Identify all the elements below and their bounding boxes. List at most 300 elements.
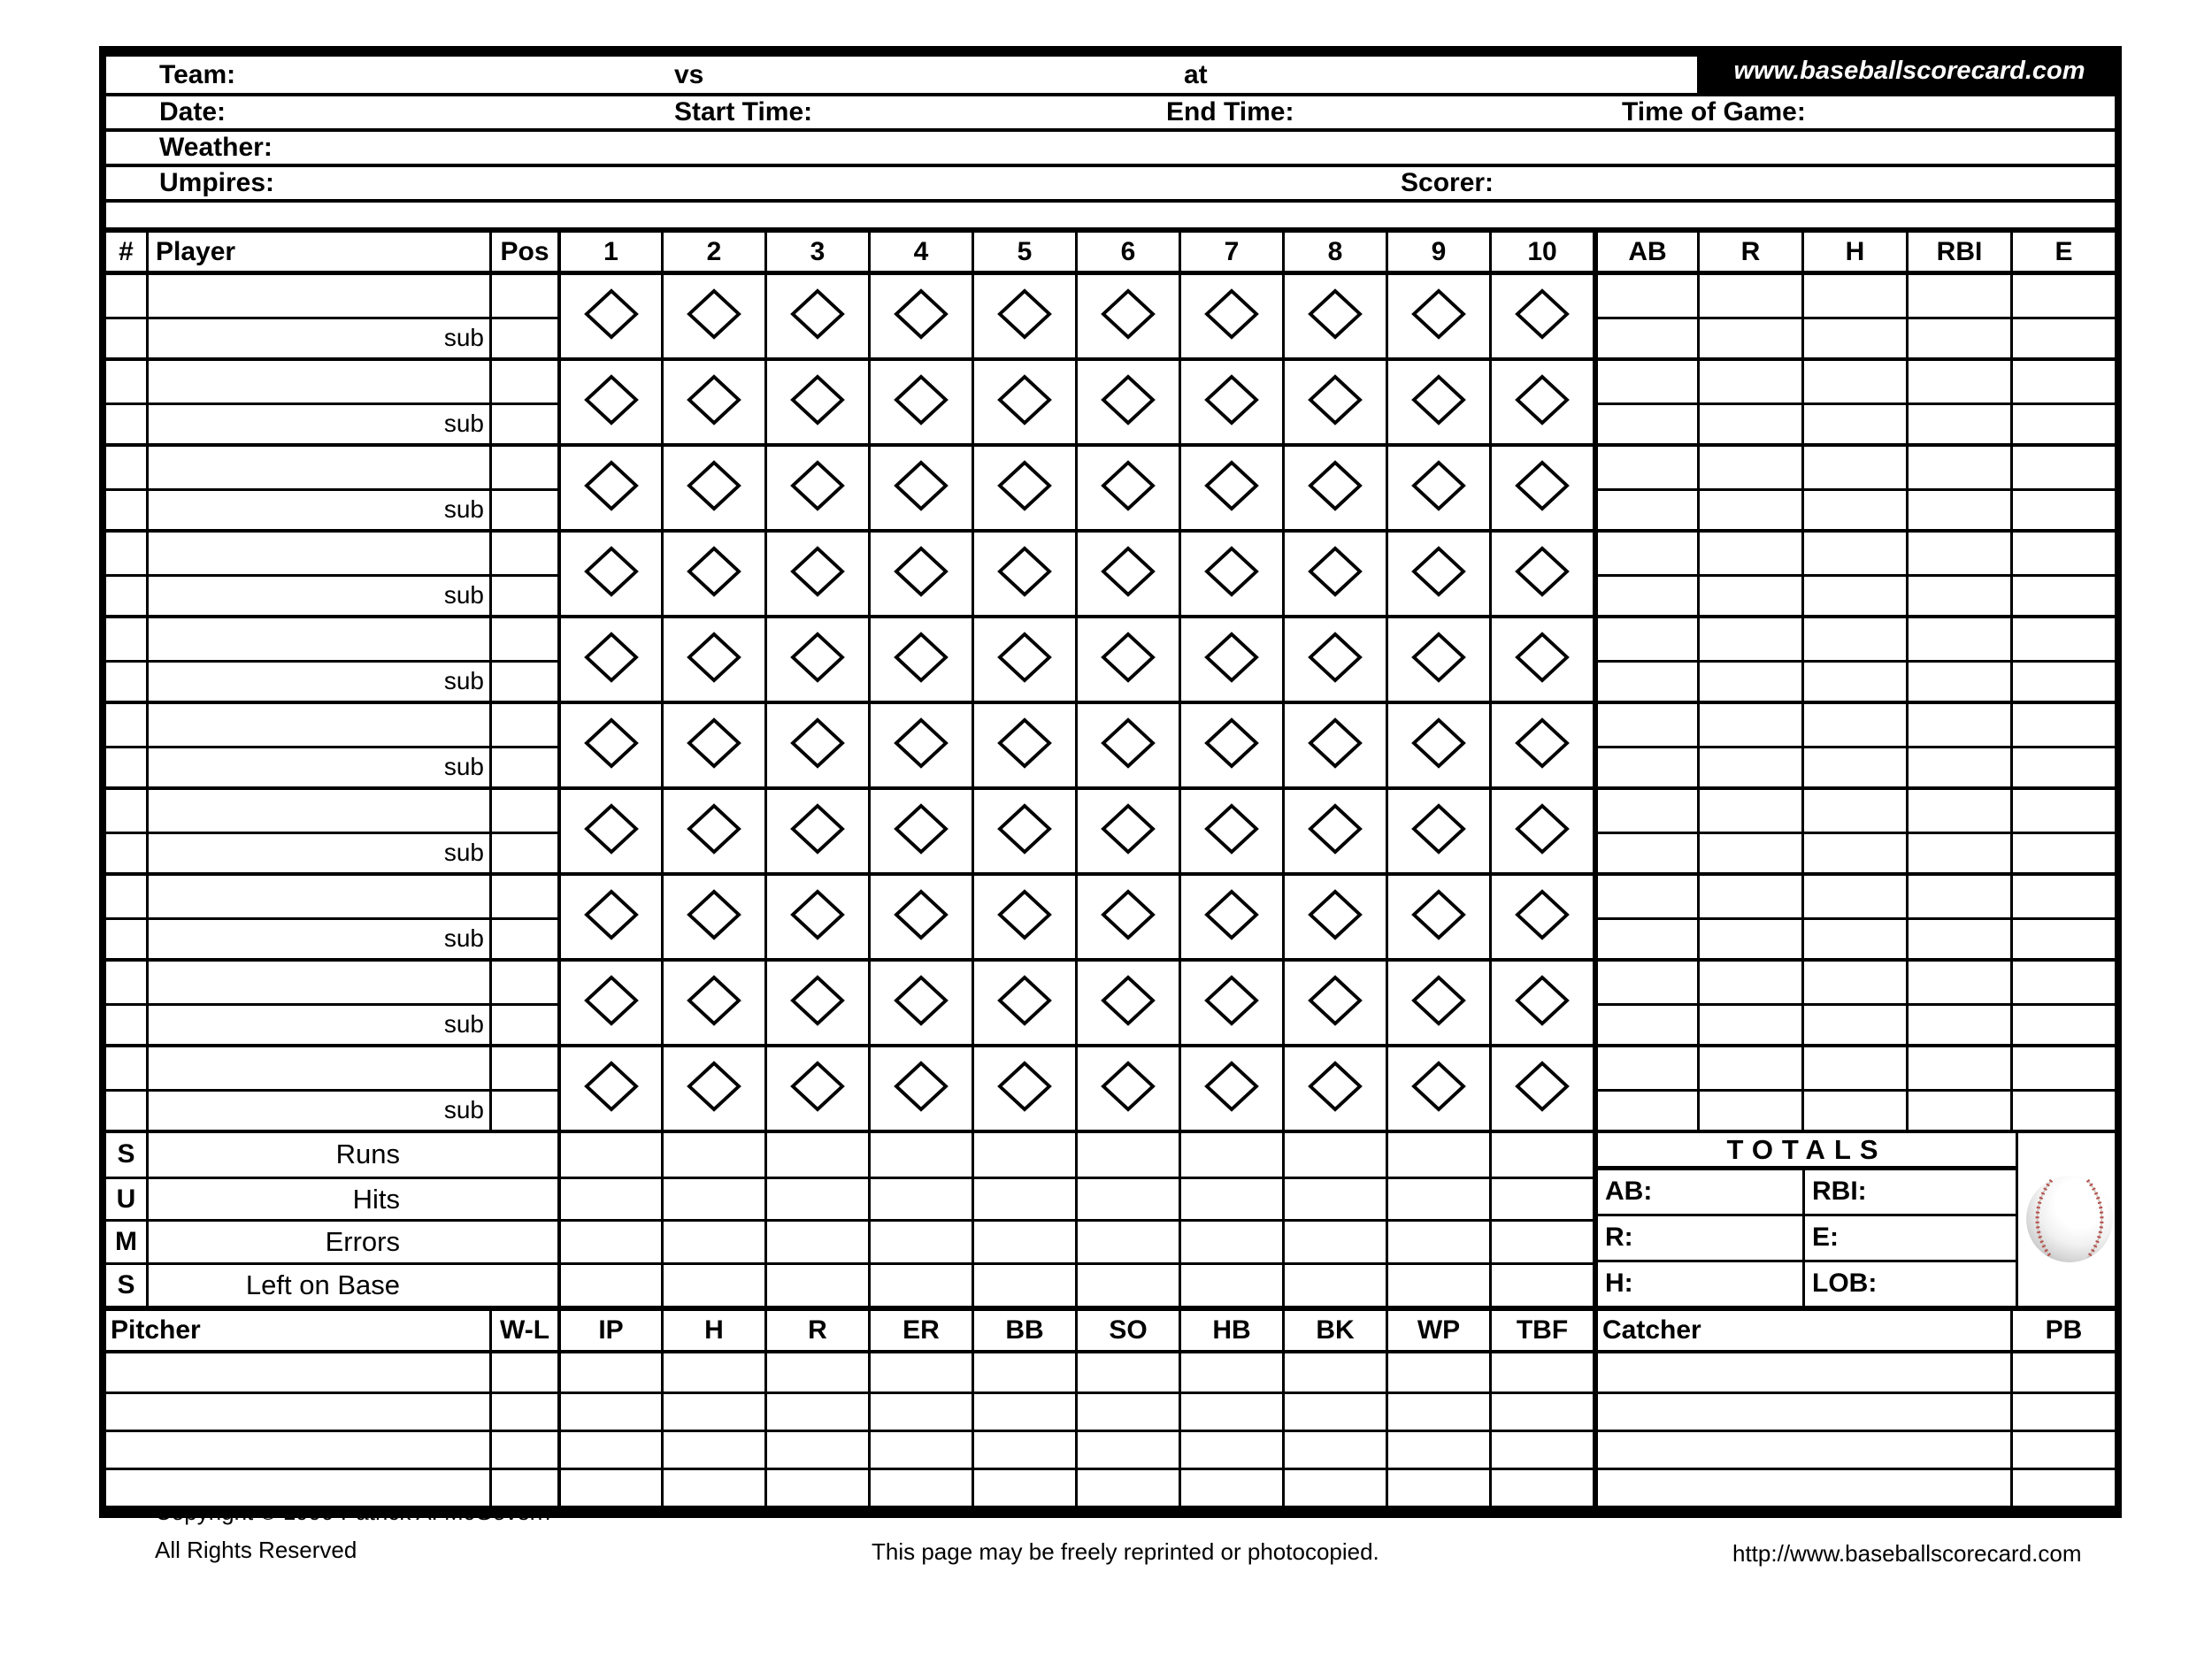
pitcher-bb-cell[interactable] [972, 1353, 1075, 1392]
sum-inning-cell[interactable] [1386, 1265, 1489, 1306]
inning-scoring-cell[interactable] [1489, 1047, 1593, 1130]
pitcher-bk-cell[interactable] [1282, 1432, 1386, 1468]
inning-scoring-cell[interactable] [1282, 361, 1386, 443]
batter-pos-cell[interactable] [489, 1047, 557, 1089]
pitcher-tbf-cell[interactable] [1489, 1432, 1593, 1468]
sub-e-cell[interactable] [2010, 1003, 2115, 1045]
pitcher-tbf-cell[interactable] [1489, 1394, 1593, 1430]
pitcher-wp-cell[interactable] [1386, 1394, 1489, 1430]
inning-scoring-cell[interactable] [1386, 361, 1489, 443]
sub-number-cell[interactable] [106, 574, 146, 616]
sub-r-cell[interactable] [1697, 832, 1801, 873]
batter-number-cell[interactable] [106, 533, 146, 574]
batter-pos-cell[interactable] [489, 361, 557, 402]
inning-scoring-cell[interactable] [868, 876, 972, 958]
sum-inning-cell[interactable] [972, 1133, 1075, 1177]
sub-ab-cell[interactable] [1593, 832, 1697, 873]
sum-inning-cell[interactable] [557, 1179, 661, 1220]
catcher-name-cell[interactable] [1593, 1353, 2010, 1392]
pitcher-bk-cell[interactable] [1282, 1470, 1386, 1506]
inning-scoring-cell[interactable] [557, 962, 661, 1044]
sum-inning-cell[interactable] [1282, 1133, 1386, 1177]
batter-ab-cell[interactable] [1593, 790, 1697, 832]
sub-name-cell[interactable] [146, 488, 489, 530]
batter-name-cell[interactable] [146, 275, 489, 317]
batter-ab-cell[interactable] [1593, 275, 1697, 317]
sum-inning-cell[interactable] [868, 1265, 972, 1306]
batter-rbi-cell[interactable] [1906, 1047, 2010, 1089]
inning-scoring-cell[interactable] [1386, 1047, 1489, 1130]
sub-ab-cell[interactable] [1593, 574, 1697, 616]
pitcher-ip-cell[interactable] [557, 1394, 661, 1430]
inning-scoring-cell[interactable] [1386, 533, 1489, 615]
pitcher-name-cell[interactable] [106, 1470, 489, 1506]
catcher-name-cell[interactable] [1593, 1394, 2010, 1430]
batter-r-cell[interactable] [1697, 618, 1801, 660]
sub-name-cell[interactable] [146, 746, 489, 787]
inning-scoring-cell[interactable] [764, 533, 868, 615]
sum-inning-cell[interactable] [764, 1222, 868, 1262]
sum-inning-cell[interactable] [868, 1179, 972, 1220]
inning-scoring-cell[interactable] [1179, 1047, 1282, 1130]
sub-rbi-cell[interactable] [1906, 660, 2010, 702]
batter-r-cell[interactable] [1697, 533, 1801, 574]
inning-scoring-cell[interactable] [972, 1047, 1075, 1130]
inning-scoring-cell[interactable] [972, 533, 1075, 615]
inning-scoring-cell[interactable] [1179, 275, 1282, 357]
sub-rbi-cell[interactable] [1906, 317, 2010, 358]
batter-name-cell[interactable] [146, 704, 489, 746]
sum-inning-cell[interactable] [557, 1222, 661, 1262]
sub-h-cell[interactable] [1801, 488, 1906, 530]
sub-h-cell[interactable] [1801, 1089, 1906, 1131]
sum-inning-cell[interactable] [764, 1133, 868, 1177]
batter-e-cell[interactable] [2010, 361, 2115, 402]
inning-scoring-cell[interactable] [1489, 790, 1593, 872]
inning-scoring-cell[interactable] [1282, 1047, 1386, 1130]
sub-pos-cell[interactable] [489, 1089, 557, 1131]
batter-r-cell[interactable] [1697, 361, 1801, 402]
inning-scoring-cell[interactable] [972, 275, 1075, 357]
batter-rbi-cell[interactable] [1906, 704, 2010, 746]
inning-scoring-cell[interactable] [557, 618, 661, 701]
sub-r-cell[interactable] [1697, 488, 1801, 530]
pitcher-r-cell[interactable] [764, 1470, 868, 1506]
inning-scoring-cell[interactable] [972, 618, 1075, 701]
pitcher-bk-cell[interactable] [1282, 1353, 1386, 1392]
sub-pos-cell[interactable] [489, 660, 557, 702]
catcher-pb-cell[interactable] [2010, 1394, 2115, 1430]
sum-inning-cell[interactable] [557, 1133, 661, 1177]
sub-ab-cell[interactable] [1593, 488, 1697, 530]
sum-inning-cell[interactable] [1075, 1133, 1179, 1177]
batter-h-cell[interactable] [1801, 962, 1906, 1003]
sub-name-cell[interactable] [146, 832, 489, 873]
batter-r-cell[interactable] [1697, 704, 1801, 746]
sub-pos-cell[interactable] [489, 317, 557, 358]
sub-h-cell[interactable] [1801, 402, 1906, 444]
batter-h-cell[interactable] [1801, 275, 1906, 317]
sum-inning-cell[interactable] [557, 1265, 661, 1306]
batter-r-cell[interactable] [1697, 876, 1801, 917]
pitcher-so-cell[interactable] [1075, 1394, 1179, 1430]
sub-r-cell[interactable] [1697, 1003, 1801, 1045]
batter-name-cell[interactable] [146, 533, 489, 574]
sub-r-cell[interactable] [1697, 1089, 1801, 1131]
batter-pos-cell[interactable] [489, 275, 557, 317]
sum-inning-cell[interactable] [1179, 1179, 1282, 1220]
sum-inning-cell[interactable] [661, 1179, 764, 1220]
inning-scoring-cell[interactable] [1282, 275, 1386, 357]
inning-scoring-cell[interactable] [1282, 704, 1386, 786]
sum-inning-cell[interactable] [972, 1222, 1075, 1262]
sub-e-cell[interactable] [2010, 746, 2115, 787]
batter-number-cell[interactable] [106, 704, 146, 746]
inning-scoring-cell[interactable] [1179, 533, 1282, 615]
batter-h-cell[interactable] [1801, 447, 1906, 488]
batter-name-cell[interactable] [146, 876, 489, 917]
sub-e-cell[interactable] [2010, 317, 2115, 358]
sub-e-cell[interactable] [2010, 402, 2115, 444]
sum-inning-cell[interactable] [1282, 1265, 1386, 1306]
pitcher-tbf-cell[interactable] [1489, 1353, 1593, 1392]
batter-number-cell[interactable] [106, 876, 146, 917]
batter-ab-cell[interactable] [1593, 876, 1697, 917]
inning-scoring-cell[interactable] [1075, 361, 1179, 443]
inning-scoring-cell[interactable] [764, 704, 868, 786]
inning-scoring-cell[interactable] [1386, 962, 1489, 1044]
pitcher-hb-cell[interactable] [1179, 1394, 1282, 1430]
sub-h-cell[interactable] [1801, 917, 1906, 959]
inning-scoring-cell[interactable] [557, 876, 661, 958]
sub-name-cell[interactable] [146, 574, 489, 616]
inning-scoring-cell[interactable] [868, 704, 972, 786]
batter-number-cell[interactable] [106, 790, 146, 832]
sub-number-cell[interactable] [106, 660, 146, 702]
sub-ab-cell[interactable] [1593, 402, 1697, 444]
sum-inning-cell[interactable] [1489, 1133, 1593, 1177]
inning-scoring-cell[interactable] [1282, 962, 1386, 1044]
batter-r-cell[interactable] [1697, 447, 1801, 488]
totals-r-field[interactable]: R: [1598, 1214, 1802, 1260]
catcher-name-cell[interactable] [1593, 1470, 2010, 1506]
date-row[interactable] [106, 96, 2115, 132]
sum-inning-cell[interactable] [1489, 1222, 1593, 1262]
batter-name-cell[interactable] [146, 962, 489, 1003]
sub-rbi-cell[interactable] [1906, 917, 2010, 959]
inning-scoring-cell[interactable] [868, 361, 972, 443]
batter-ab-cell[interactable] [1593, 1047, 1697, 1089]
sub-rbi-cell[interactable] [1906, 1089, 2010, 1131]
pitcher-wl-cell[interactable] [489, 1432, 557, 1468]
batter-rbi-cell[interactable] [1906, 790, 2010, 832]
sub-rbi-cell[interactable] [1906, 488, 2010, 530]
pitcher-name-cell[interactable] [106, 1394, 489, 1430]
inning-scoring-cell[interactable] [1179, 447, 1282, 529]
batter-e-cell[interactable] [2010, 1047, 2115, 1089]
pitcher-hb-cell[interactable] [1179, 1470, 1282, 1506]
inning-scoring-cell[interactable] [661, 704, 764, 786]
pitcher-wl-cell[interactable] [489, 1470, 557, 1506]
inning-scoring-cell[interactable] [764, 962, 868, 1044]
batter-e-cell[interactable] [2010, 618, 2115, 660]
pitcher-so-cell[interactable] [1075, 1470, 1179, 1506]
inning-scoring-cell[interactable] [661, 962, 764, 1044]
inning-scoring-cell[interactable] [868, 447, 972, 529]
pitcher-wl-cell[interactable] [489, 1353, 557, 1392]
sub-e-cell[interactable] [2010, 574, 2115, 616]
inning-scoring-cell[interactable] [868, 1047, 972, 1130]
sub-h-cell[interactable] [1801, 1003, 1906, 1045]
pitcher-hb-cell[interactable] [1179, 1353, 1282, 1392]
inning-scoring-cell[interactable] [661, 790, 764, 872]
batter-ab-cell[interactable] [1593, 361, 1697, 402]
inning-scoring-cell[interactable] [1489, 618, 1593, 701]
sub-number-cell[interactable] [106, 488, 146, 530]
sub-name-cell[interactable] [146, 660, 489, 702]
pitcher-tbf-cell[interactable] [1489, 1470, 1593, 1506]
sub-r-cell[interactable] [1697, 917, 1801, 959]
batter-h-cell[interactable] [1801, 790, 1906, 832]
pitcher-ip-cell[interactable] [557, 1353, 661, 1392]
batter-name-cell[interactable] [146, 790, 489, 832]
batter-r-cell[interactable] [1697, 275, 1801, 317]
batter-rbi-cell[interactable] [1906, 275, 2010, 317]
sum-inning-cell[interactable] [1179, 1265, 1282, 1306]
batter-e-cell[interactable] [2010, 790, 2115, 832]
sub-h-cell[interactable] [1801, 317, 1906, 358]
batter-e-cell[interactable] [2010, 275, 2115, 317]
inning-scoring-cell[interactable] [1179, 962, 1282, 1044]
batter-name-cell[interactable] [146, 361, 489, 402]
sub-pos-cell[interactable] [489, 574, 557, 616]
pitcher-wp-cell[interactable] [1386, 1470, 1489, 1506]
batter-pos-cell[interactable] [489, 704, 557, 746]
batter-h-cell[interactable] [1801, 1047, 1906, 1089]
inning-scoring-cell[interactable] [1075, 1047, 1179, 1130]
sum-inning-cell[interactable] [1386, 1133, 1489, 1177]
totals-rbi-field[interactable]: RBI: [1802, 1168, 2016, 1214]
sub-rbi-cell[interactable] [1906, 746, 2010, 787]
batter-r-cell[interactable] [1697, 790, 1801, 832]
sub-number-cell[interactable] [106, 746, 146, 787]
inning-scoring-cell[interactable] [1282, 876, 1386, 958]
pitcher-h-cell[interactable] [661, 1432, 764, 1468]
inning-scoring-cell[interactable] [557, 1047, 661, 1130]
sub-r-cell[interactable] [1697, 746, 1801, 787]
sub-ab-cell[interactable] [1593, 1089, 1697, 1131]
batter-name-cell[interactable] [146, 447, 489, 488]
sub-e-cell[interactable] [2010, 1089, 2115, 1131]
inning-scoring-cell[interactable] [1489, 361, 1593, 443]
batter-h-cell[interactable] [1801, 533, 1906, 574]
inning-scoring-cell[interactable] [1386, 704, 1489, 786]
pitcher-ip-cell[interactable] [557, 1432, 661, 1468]
inning-scoring-cell[interactable] [1489, 275, 1593, 357]
batter-e-cell[interactable] [2010, 704, 2115, 746]
sub-number-cell[interactable] [106, 917, 146, 959]
inning-scoring-cell[interactable] [972, 790, 1075, 872]
sub-pos-cell[interactable] [489, 746, 557, 787]
sub-name-cell[interactable] [146, 1003, 489, 1045]
sum-inning-cell[interactable] [972, 1179, 1075, 1220]
batter-ab-cell[interactable] [1593, 704, 1697, 746]
batter-name-cell[interactable] [146, 618, 489, 660]
inning-scoring-cell[interactable] [1075, 876, 1179, 958]
sum-inning-cell[interactable] [661, 1222, 764, 1262]
sum-inning-cell[interactable] [1386, 1222, 1489, 1262]
pitcher-bb-cell[interactable] [972, 1470, 1075, 1506]
batter-pos-cell[interactable] [489, 618, 557, 660]
inning-scoring-cell[interactable] [868, 533, 972, 615]
inning-scoring-cell[interactable] [868, 962, 972, 1044]
sub-h-cell[interactable] [1801, 660, 1906, 702]
batter-r-cell[interactable] [1697, 962, 1801, 1003]
sub-r-cell[interactable] [1697, 402, 1801, 444]
inning-scoring-cell[interactable] [1179, 876, 1282, 958]
batter-pos-cell[interactable] [489, 533, 557, 574]
batter-r-cell[interactable] [1697, 1047, 1801, 1089]
sub-name-cell[interactable] [146, 317, 489, 358]
sub-number-cell[interactable] [106, 317, 146, 358]
batter-e-cell[interactable] [2010, 447, 2115, 488]
pitcher-h-cell[interactable] [661, 1353, 764, 1392]
inning-scoring-cell[interactable] [972, 962, 1075, 1044]
inning-scoring-cell[interactable] [661, 1047, 764, 1130]
sum-inning-cell[interactable] [661, 1133, 764, 1177]
sub-number-cell[interactable] [106, 1003, 146, 1045]
inning-scoring-cell[interactable] [1386, 275, 1489, 357]
inning-scoring-cell[interactable] [661, 275, 764, 357]
inning-scoring-cell[interactable] [868, 790, 972, 872]
batter-h-cell[interactable] [1801, 361, 1906, 402]
inning-scoring-cell[interactable] [661, 533, 764, 615]
sum-inning-cell[interactable] [1386, 1179, 1489, 1220]
sub-r-cell[interactable] [1697, 660, 1801, 702]
sub-rbi-cell[interactable] [1906, 402, 2010, 444]
pitcher-er-cell[interactable] [868, 1394, 972, 1430]
sub-e-cell[interactable] [2010, 660, 2115, 702]
pitcher-so-cell[interactable] [1075, 1432, 1179, 1468]
batter-e-cell[interactable] [2010, 533, 2115, 574]
pitcher-r-cell[interactable] [764, 1353, 868, 1392]
batter-h-cell[interactable] [1801, 876, 1906, 917]
batter-rbi-cell[interactable] [1906, 533, 2010, 574]
batter-number-cell[interactable] [106, 1047, 146, 1089]
sub-pos-cell[interactable] [489, 488, 557, 530]
batter-number-cell[interactable] [106, 447, 146, 488]
inning-scoring-cell[interactable] [1386, 790, 1489, 872]
inning-scoring-cell[interactable] [1179, 361, 1282, 443]
inning-scoring-cell[interactable] [557, 275, 661, 357]
batter-number-cell[interactable] [106, 962, 146, 1003]
sum-inning-cell[interactable] [764, 1179, 868, 1220]
totals-lob-field[interactable]: LOB: [1802, 1260, 2016, 1306]
pitcher-er-cell[interactable] [868, 1470, 972, 1506]
sub-r-cell[interactable] [1697, 317, 1801, 358]
inning-scoring-cell[interactable] [661, 361, 764, 443]
batter-rbi-cell[interactable] [1906, 361, 2010, 402]
inning-scoring-cell[interactable] [1282, 618, 1386, 701]
umpires-row[interactable] [106, 167, 2115, 203]
pitcher-er-cell[interactable] [868, 1432, 972, 1468]
sub-rbi-cell[interactable] [1906, 1003, 2010, 1045]
inning-scoring-cell[interactable] [1282, 447, 1386, 529]
sub-pos-cell[interactable] [489, 917, 557, 959]
pitcher-h-cell[interactable] [661, 1394, 764, 1430]
totals-e-field[interactable]: E: [1802, 1214, 2016, 1260]
batter-number-cell[interactable] [106, 618, 146, 660]
batter-rbi-cell[interactable] [1906, 618, 2010, 660]
inning-scoring-cell[interactable] [972, 361, 1075, 443]
inning-scoring-cell[interactable] [661, 618, 764, 701]
sub-h-cell[interactable] [1801, 832, 1906, 873]
sub-pos-cell[interactable] [489, 1003, 557, 1045]
inning-scoring-cell[interactable] [1075, 790, 1179, 872]
pitcher-so-cell[interactable] [1075, 1353, 1179, 1392]
sub-ab-cell[interactable] [1593, 1003, 1697, 1045]
pitcher-wl-cell[interactable] [489, 1394, 557, 1430]
inning-scoring-cell[interactable] [764, 790, 868, 872]
batter-rbi-cell[interactable] [1906, 447, 2010, 488]
totals-ab-field[interactable]: AB: [1598, 1168, 1802, 1214]
sub-pos-cell[interactable] [489, 832, 557, 873]
inning-scoring-cell[interactable] [764, 361, 868, 443]
inning-scoring-cell[interactable] [557, 361, 661, 443]
inning-scoring-cell[interactable] [1075, 533, 1179, 615]
pitcher-name-cell[interactable] [106, 1432, 489, 1468]
batter-ab-cell[interactable] [1593, 618, 1697, 660]
sum-inning-cell[interactable] [764, 1265, 868, 1306]
inning-scoring-cell[interactable] [764, 447, 868, 529]
batter-ab-cell[interactable] [1593, 533, 1697, 574]
inning-scoring-cell[interactable] [764, 618, 868, 701]
sub-name-cell[interactable] [146, 917, 489, 959]
sum-inning-cell[interactable] [1179, 1133, 1282, 1177]
sub-ab-cell[interactable] [1593, 660, 1697, 702]
sum-inning-cell[interactable] [1179, 1222, 1282, 1262]
sub-name-cell[interactable] [146, 402, 489, 444]
sub-e-cell[interactable] [2010, 832, 2115, 873]
totals-h-field[interactable]: H: [1598, 1260, 1802, 1306]
inning-scoring-cell[interactable] [1489, 962, 1593, 1044]
inning-scoring-cell[interactable] [1489, 447, 1593, 529]
sum-inning-cell[interactable] [972, 1265, 1075, 1306]
pitcher-r-cell[interactable] [764, 1394, 868, 1430]
batter-h-cell[interactable] [1801, 704, 1906, 746]
inning-scoring-cell[interactable] [1489, 533, 1593, 615]
pitcher-hb-cell[interactable] [1179, 1432, 1282, 1468]
sum-inning-cell[interactable] [1282, 1179, 1386, 1220]
pitcher-wp-cell[interactable] [1386, 1353, 1489, 1392]
inning-scoring-cell[interactable] [1282, 533, 1386, 615]
batter-pos-cell[interactable] [489, 962, 557, 1003]
inning-scoring-cell[interactable] [1179, 704, 1282, 786]
batter-h-cell[interactable] [1801, 618, 1906, 660]
sub-number-cell[interactable] [106, 1089, 146, 1131]
sub-ab-cell[interactable] [1593, 317, 1697, 358]
inning-scoring-cell[interactable] [1179, 790, 1282, 872]
catcher-name-cell[interactable] [1593, 1432, 2010, 1468]
inning-scoring-cell[interactable] [972, 876, 1075, 958]
inning-scoring-cell[interactable] [972, 704, 1075, 786]
website-banner[interactable] [1697, 46, 2122, 96]
inning-scoring-cell[interactable] [661, 447, 764, 529]
inning-scoring-cell[interactable] [1386, 618, 1489, 701]
batter-rbi-cell[interactable] [1906, 962, 2010, 1003]
sum-inning-cell[interactable] [661, 1265, 764, 1306]
pitcher-bb-cell[interactable] [972, 1432, 1075, 1468]
